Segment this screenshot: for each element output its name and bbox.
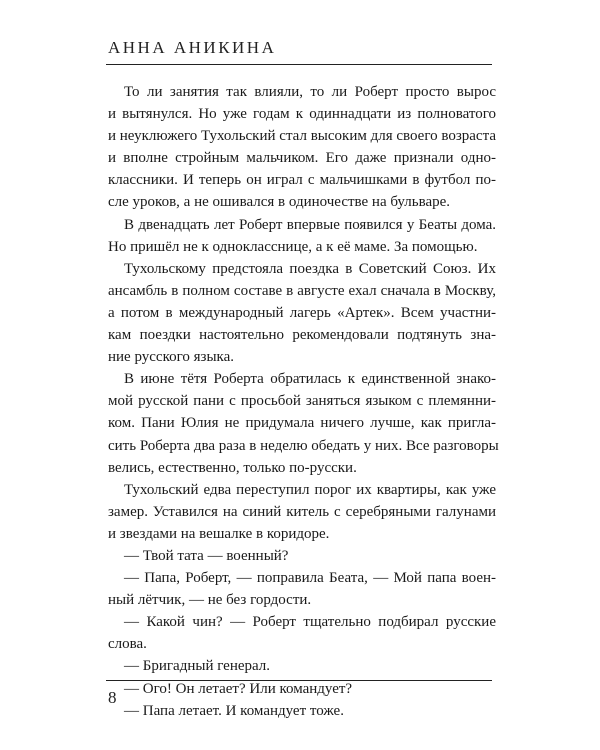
header-rule	[106, 64, 492, 65]
text-line: ком. Пани Юлия не придумала ничего лучше, как пригла-	[108, 415, 496, 432]
text-line: — Твой тата — военный?	[124, 547, 289, 564]
text-line: Тухольский едва переступил порог их квартиры, как уже	[124, 481, 496, 498]
page-number: 8	[108, 688, 117, 707]
text-line: ансамбль в полном составе в августе ехал сначала в Москву,	[108, 282, 496, 299]
text-line: слова.	[108, 636, 147, 653]
text-line: — Ого! Он летает? Или командует?	[124, 680, 353, 697]
body-text	[108, 81, 499, 722]
text-line: В двенадцать лет Роберт впервые появился у Беаты дома.	[124, 216, 496, 233]
text-line: мой русской пани с просьбой заняться языком с племянни-	[108, 393, 496, 410]
text-line: и неуклюжего Тухольский стал высоким для своего возраста	[108, 128, 496, 145]
text-line: замер. Уставился на синий китель с серебряными галунами	[108, 503, 496, 520]
text-line: — Какой чин? — Роберт тщательно подбирал русские	[124, 614, 496, 631]
running-head-author: АННА АНИКИНА	[108, 38, 277, 57]
text-line: велись, естественно, только по-русски.	[108, 459, 357, 476]
text-line: — Бригадный генерал.	[124, 658, 271, 675]
text-line: То ли занятия так влияли, то ли Роберт просто вырос	[124, 84, 496, 100]
text-line: В июне тётя Роберта обратилась к единственной знако-	[124, 371, 496, 388]
text-line: Но пришёл не к однокласснице, а к её маме. За помощью.	[108, 238, 478, 255]
text-line: классники. И теперь он играл с мальчишками в футбол по-	[108, 172, 496, 189]
text-line: сле уроков, а не ошивался в одиночестве на бульваре.	[108, 194, 451, 211]
text-line: — Папа, Роберт, — поправила Беата, — Мой папа воен-	[124, 570, 496, 587]
text-line: и вполне стройным мальчиком. Его даже признали одно-	[108, 150, 496, 167]
text-line: ный лётчик, — не без гордости.	[108, 592, 312, 609]
text-line: ние русского языка.	[108, 349, 235, 366]
text-line: и вытянулся. Но уже годам к одиннадцати из полноватого	[108, 106, 496, 123]
text-line: Тухольскому предстояла поездка в Советский Союз. Их	[124, 260, 496, 277]
footer-rule	[106, 680, 492, 681]
text-line: — Папа летает. И командует тоже.	[124, 702, 344, 719]
text-line: кам поездки настоятельно рекомендовали подтянуть зна-	[108, 327, 496, 344]
text-line: и звездами на вешалке в коридоре.	[108, 525, 330, 542]
text-line: а потом в международный лагерь «Артек». Всем участни-	[108, 304, 496, 321]
text-line: сить Роберта два раза в неделю обедать у них. Все разговоры	[108, 437, 499, 454]
